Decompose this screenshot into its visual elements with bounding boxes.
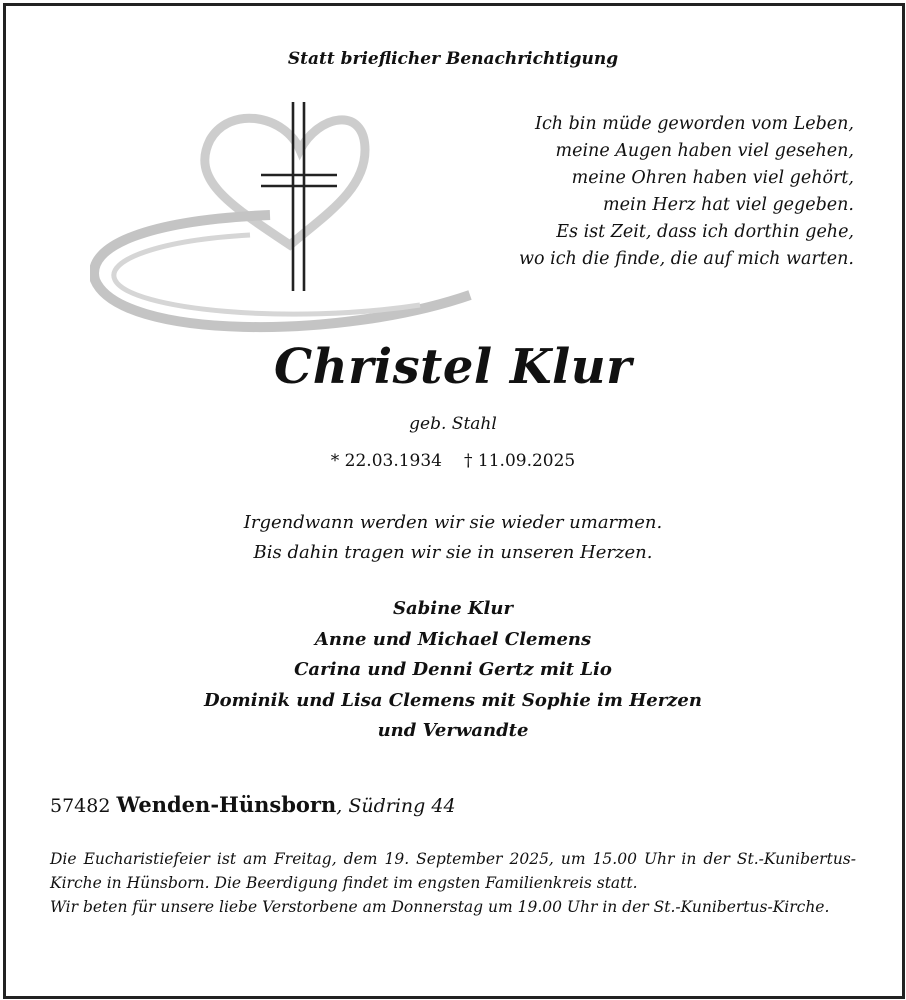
heart-shape xyxy=(205,118,365,245)
mourners-list xyxy=(0,594,906,747)
saying-line: Bis dahin tragen wir sie in unseren Herzen. xyxy=(253,542,653,563)
swoosh-inner xyxy=(114,235,420,314)
notice-paragraph: Die Eucharistiefeier ist am Freitag, dem 19. September 2025, um 15.00 Uhr in der St.-Kunibertus-Kirche in Hünsborn. Die Beerdigung findet im engsten Familienkreis statt. xyxy=(50,850,856,892)
poem-line: meine Ohren haben viel gehört, xyxy=(571,168,854,188)
life-dates xyxy=(0,451,906,471)
poem xyxy=(519,111,854,273)
poem-line: Ich bin müde geworden vom Leben, xyxy=(535,114,854,134)
saying xyxy=(0,508,906,568)
mourner: Anne und Michael Clemens xyxy=(314,628,592,650)
birth-date: * 22.03.1934 xyxy=(330,451,442,471)
poem-line: meine Augen haben viel gesehen, xyxy=(555,141,854,161)
poem-line: Es ist Zeit, dass ich dorthin gehe, xyxy=(556,222,854,242)
mourner: Sabine Klur xyxy=(393,598,513,619)
postcode: 57482 xyxy=(50,795,111,817)
cross-shape xyxy=(261,102,337,291)
birth-name: geb. Stahl xyxy=(409,414,497,434)
service-notice xyxy=(50,847,856,919)
mourner: Dominik und Lisa Clemens mit Sophie im Herzen xyxy=(204,689,702,711)
notice-paragraph: Wir beten für unsere liebe Verstorbene am Donnerstag um 19.00 Uhr in der St.-Kunibertus-Kirche. xyxy=(50,898,830,916)
mourner: Carina und Denni Gertz mit Lio xyxy=(294,659,612,680)
mourner: und Verwandte xyxy=(377,720,529,741)
saying-line: Irgendwann werden wir sie wieder umarmen. xyxy=(243,512,663,533)
intro-line: Statt brieflicher Benachrichtigung xyxy=(287,49,619,69)
death-date: † 11.09.2025 xyxy=(464,451,576,471)
city: Wenden-Hünsborn xyxy=(116,792,337,817)
deceased-name: Christel Klur xyxy=(274,339,632,395)
street: , Südring 44 xyxy=(336,795,456,817)
poem-line: mein Herz hat viel gegeben. xyxy=(603,195,854,215)
cross-heart-icon xyxy=(90,95,480,335)
poem-line: wo ich die finde, die auf mich warten. xyxy=(519,249,854,269)
swoosh-outer xyxy=(94,215,470,327)
address xyxy=(50,792,456,817)
